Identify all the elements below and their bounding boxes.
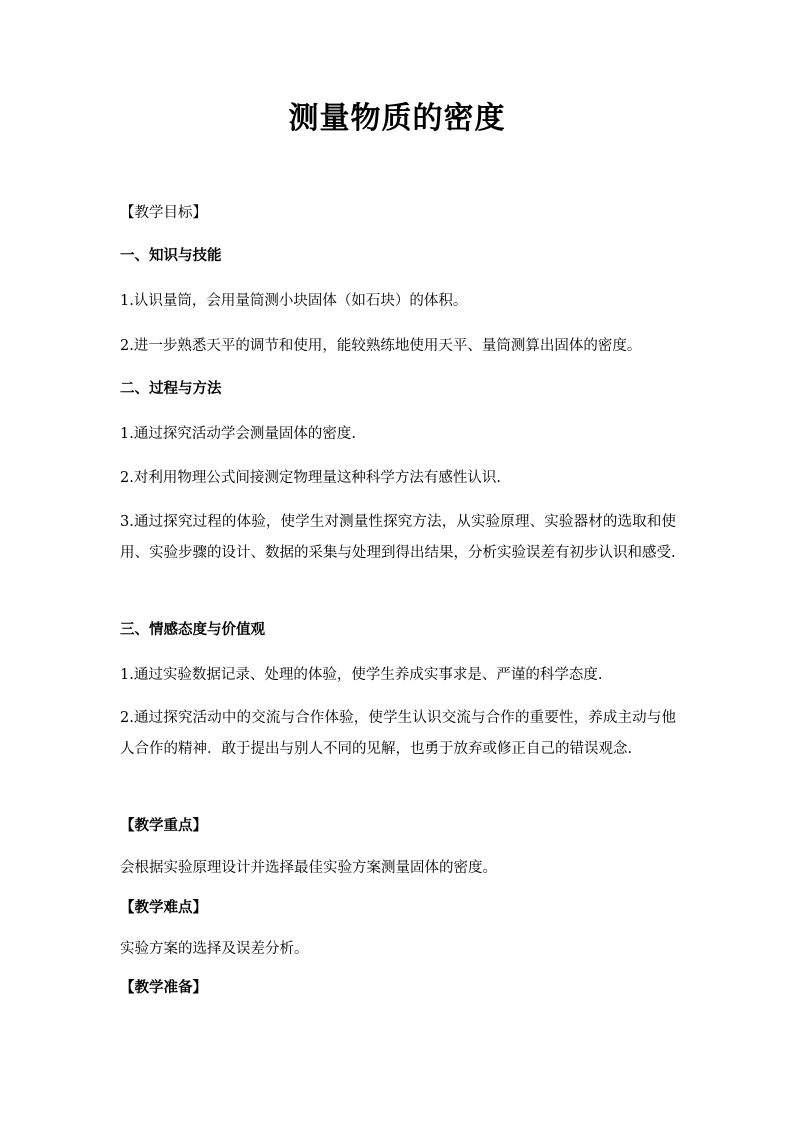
process-item-1: 1.通过探究活动学会测量固体的密度. [120,426,356,442]
process-item-2: 2.对利用物理公式间接测定物理量这种科学方法有感性认识. [120,470,501,486]
knowledge-item-2: 2.进一步熟悉天平的调节和使用，能较熟练地使用天平、量筒测算出固体的密度。 [120,338,642,354]
attitude-item-1: 1.通过实验数据记录、处理的体验，使学生养成实事求是、严谨的科学态度. [120,667,603,683]
knowledge-heading: 一、知识与技能 [120,247,222,264]
difficulty-text: 实验方案的选择及误差分析。 [120,941,309,957]
difficulty-heading: 【教学难点】 [120,899,207,916]
attitude-item-2: 2.通过探究活动中的交流与合作体验，使学生认识交流与合作的重要性，养成主动与他人合作的精神．敢于提出与别人不同的见解，也勇于放弃或修正自己的错误观念. [120,710,676,757]
key-points-text: 会根据实验原理设计并选择最佳实验方案测量固体的密度。 [120,860,497,876]
preparation-heading: 【教学准备】 [120,979,207,996]
attitude-heading: 三、情感态度与价值观 [120,621,265,638]
knowledge-item-1: 1.认识量筒，会用量筒测小块固体（如石块）的体积。 [120,293,468,309]
key-points-heading: 【教学重点】 [120,817,207,834]
process-heading: 二、过程与方法 [120,380,222,397]
page-title: 测量物质的密度 [288,101,506,136]
objectives-heading: 【教学目标】 [120,205,207,221]
process-item-3: 3.通过探究过程的体验，使学生对测量性探究方法，从实验原理、实验器材的选取和使用、实验步骤的设计、数据的采集与处理到得出结果，分析实验误差有初步认识和感受. [120,514,676,561]
